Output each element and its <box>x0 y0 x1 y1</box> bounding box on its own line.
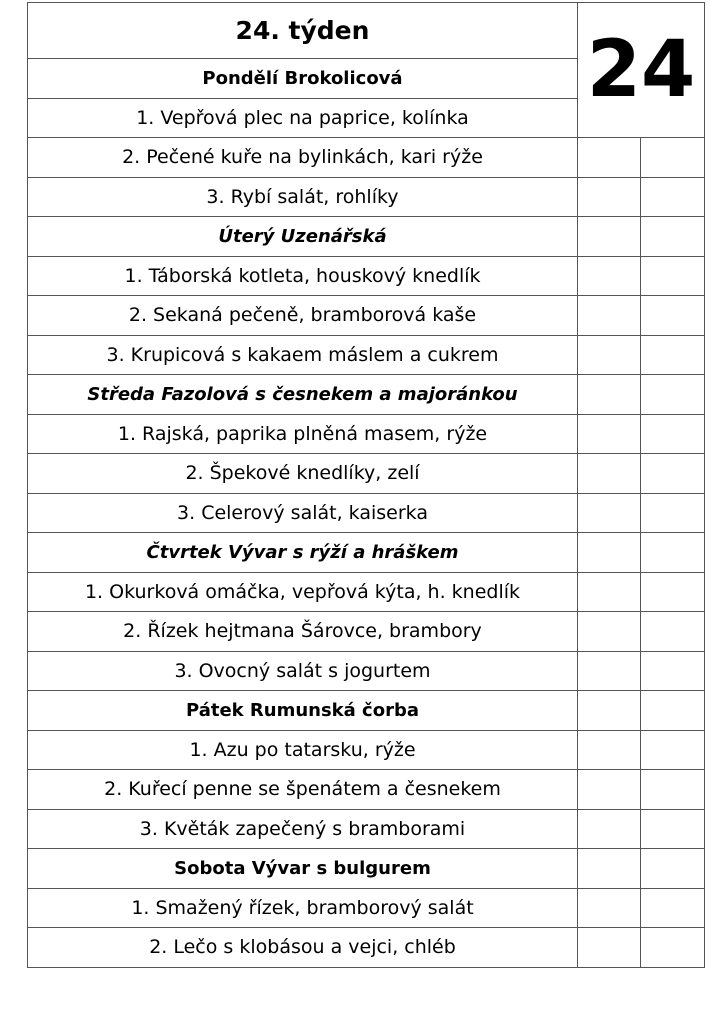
dish-row <box>28 296 705 336</box>
checkbox-cell[interactable] <box>578 572 641 612</box>
dish-name: 1. Rajská, paprika plněná masem, rýže <box>28 414 578 454</box>
checkbox-cell[interactable] <box>641 217 705 257</box>
week-header-row <box>28 3 705 59</box>
week-number: 24 <box>578 3 705 138</box>
checkbox-cell[interactable] <box>641 375 705 415</box>
day-heading: Středa Fazolová s česnekem a majoránkou <box>28 375 578 415</box>
checkbox-cell[interactable] <box>641 809 705 849</box>
checkbox-cell[interactable] <box>578 533 641 573</box>
dish-row <box>28 256 705 296</box>
dish-row <box>28 888 705 928</box>
checkbox-cell[interactable] <box>578 612 641 652</box>
dish-row <box>28 335 705 375</box>
dish-name: 3. Rybí salát, rohlíky <box>28 177 578 217</box>
dish-name: 3. Celerový salát, kaiserka <box>28 493 578 533</box>
day-row <box>28 691 705 731</box>
dish-row <box>28 651 705 691</box>
checkbox-cell[interactable] <box>578 414 641 454</box>
checkbox-cell[interactable] <box>641 928 705 968</box>
checkbox-cell[interactable] <box>578 493 641 533</box>
dish-name: 2. Řízek hejtmana Šárovce, brambory <box>28 612 578 652</box>
dish-row <box>28 493 705 533</box>
day-row <box>28 217 705 257</box>
day-heading: Pátek Rumunská čorba <box>28 691 578 731</box>
checkbox-cell[interactable] <box>578 177 641 217</box>
weekly-menu-table <box>27 2 705 968</box>
checkbox-cell[interactable] <box>578 770 641 810</box>
day-row <box>28 375 705 415</box>
checkbox-cell[interactable] <box>641 572 705 612</box>
dish-name: 1. Smažený řízek, bramborový salát <box>28 888 578 928</box>
dish-name: 2. Kuřecí penne se špenátem a česnekem <box>28 770 578 810</box>
checkbox-cell[interactable] <box>578 138 641 178</box>
dish-name: 3. Květák zapečený s bramborami <box>28 809 578 849</box>
dish-row <box>28 809 705 849</box>
dish-name: 1. Vepřová plec na paprice, kolínka <box>28 98 578 138</box>
dish-row <box>28 730 705 770</box>
day-heading: Sobota Vývar s bulgurem <box>28 849 578 889</box>
checkbox-cell[interactable] <box>641 533 705 573</box>
checkbox-cell[interactable] <box>641 493 705 533</box>
week-title: 24. týden <box>28 3 578 59</box>
dish-name: 2. Sekaná pečeně, bramborová kaše <box>28 296 578 336</box>
checkbox-cell[interactable] <box>578 730 641 770</box>
checkbox-cell[interactable] <box>641 730 705 770</box>
dish-name: 1. Okurková omáčka, vepřová kýta, h. knedlík <box>28 572 578 612</box>
checkbox-cell[interactable] <box>641 177 705 217</box>
checkbox-cell[interactable] <box>641 335 705 375</box>
dish-row <box>28 454 705 494</box>
checkbox-cell[interactable] <box>578 849 641 889</box>
dish-row <box>28 928 705 968</box>
dish-name: 3. Ovocný salát s jogurtem <box>28 651 578 691</box>
day-row <box>28 849 705 889</box>
dish-name: 1. Azu po tatarsku, rýže <box>28 730 578 770</box>
dish-name: 1. Táborská kotleta, houskový knedlík <box>28 256 578 296</box>
dish-name: 2. Špekové knedlíky, zelí <box>28 454 578 494</box>
dish-row <box>28 414 705 454</box>
checkbox-cell[interactable] <box>641 256 705 296</box>
dish-row <box>28 572 705 612</box>
dish-name: 3. Krupicová s kakaem máslem a cukrem <box>28 335 578 375</box>
checkbox-cell[interactable] <box>641 138 705 178</box>
dish-row <box>28 770 705 810</box>
dish-name: 2. Pečené kuře na bylinkách, kari rýže <box>28 138 578 178</box>
checkbox-cell[interactable] <box>641 849 705 889</box>
checkbox-cell[interactable] <box>641 651 705 691</box>
checkbox-cell[interactable] <box>641 414 705 454</box>
dish-row <box>28 612 705 652</box>
checkbox-cell[interactable] <box>578 335 641 375</box>
checkbox-cell[interactable] <box>641 770 705 810</box>
checkbox-cell[interactable] <box>641 691 705 731</box>
checkbox-cell[interactable] <box>578 375 641 415</box>
dish-row <box>28 138 705 178</box>
checkbox-cell[interactable] <box>641 612 705 652</box>
day-heading: Čtvrtek Vývar s rýží a hráškem <box>28 533 578 573</box>
day-row <box>28 533 705 573</box>
day-heading: Pondělí Brokolicová <box>28 59 578 99</box>
checkbox-cell[interactable] <box>641 454 705 494</box>
checkbox-cell[interactable] <box>578 217 641 257</box>
checkbox-cell[interactable] <box>641 296 705 336</box>
checkbox-cell[interactable] <box>578 888 641 928</box>
dish-name: 2. Lečo s klobásou a vejci, chléb <box>28 928 578 968</box>
checkbox-cell[interactable] <box>578 691 641 731</box>
checkbox-cell[interactable] <box>578 454 641 494</box>
checkbox-cell[interactable] <box>578 651 641 691</box>
day-heading: Úterý Uzenářská <box>28 217 578 257</box>
checkbox-cell[interactable] <box>641 888 705 928</box>
checkbox-cell[interactable] <box>578 296 641 336</box>
checkbox-cell[interactable] <box>578 809 641 849</box>
checkbox-cell[interactable] <box>578 256 641 296</box>
dish-row <box>28 177 705 217</box>
checkbox-cell[interactable] <box>578 928 641 968</box>
